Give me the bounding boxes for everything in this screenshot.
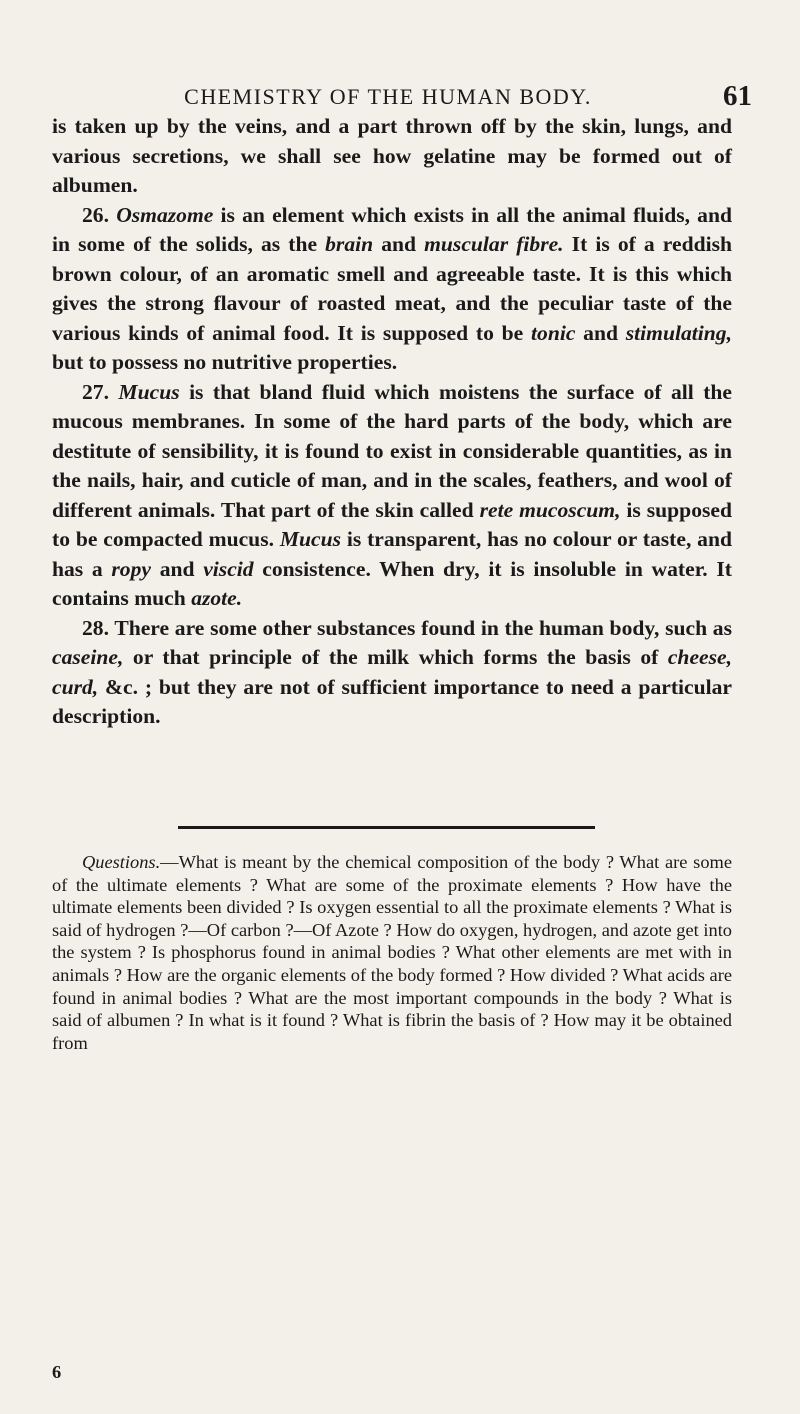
section-number: 28.	[82, 615, 109, 640]
section-number: 27.	[82, 379, 109, 404]
term-osmazome: Osmazome	[116, 202, 214, 227]
term-mucus: Mucus	[118, 379, 180, 404]
questions-text: —What is meant by the chemical composition of the body ? What are some of the ultimate elements ? What are some of the proximate elements ? How have the ultimate elements been divided ? Is oxygen essential to all the proximate elements ? What is said of hydrogen ?—Of carbon ?—Of Azote ? How do oxygen, hydrogen, and azote get into the system ? Is phosphorus found in animal bodies ? What other elements are met with in animals ? How are the organic elements of the body formed ? How divided ? What acids are found in animal bodies ? What are the most important compounds in the body ? What is said of albumen ? In what is it found ? What is fibrin the basis of ? How may it be obtained from	[52, 852, 732, 1053]
questions-label: Questions.	[82, 852, 161, 872]
horizontal-rule	[178, 826, 595, 829]
paragraph-27-mucus: 27. Mucus is that bland fluid which moistens the surface of all the mucous membranes. In some of the hard parts of the body, which are destitute of sensibility, it is found to exist in considerable quantities, as in the nails, hair, and cuticle of man, and in the scales, feathers, and wool of different animals. That part of the skin called rete mucoscum, is supposed to be compacted mucus. Mucus is transparent, has no colour or taste, and has a ropy and viscid consistence. When dry, it is insoluble in water. It contains much azote.	[52, 379, 732, 610]
section-number: 26.	[82, 202, 109, 227]
running-header: CHEMISTRY OF THE HUMAN BODY.	[184, 84, 592, 109]
questions-paragraph	[52, 851, 732, 1054]
paragraph-28-other-substances: 28. There are some other substances found in the human body, such as caseine, or that principle of the milk which forms the basis of cheese, curd, &c. ; but they are not of sufficient importance to need a particular description.	[52, 615, 732, 728]
paragraph-26-osmazome: 26. Osmazome is an element which exists in all the animal fluids, and in some of the solids, as the brain and muscular fibre. It is of a reddish brown colour, of an aromatic smell and agreeable taste. It is this which gives the strong flavour of roasted meat, and the peculiar taste of the various kinds of animal food. It is supposed to be tonic and stimulating, but to possess no nutritive properties.	[52, 202, 732, 374]
questions-section	[52, 851, 732, 1054]
page-number: 61	[723, 80, 752, 112]
paragraph-continued: is taken up by the veins, and a part thrown off by the skin, lungs, and various secretions, we shall see how gelatine may be formed out of albumen.	[52, 114, 732, 197]
main-text	[52, 112, 732, 732]
signature-mark: 6	[52, 1362, 62, 1382]
